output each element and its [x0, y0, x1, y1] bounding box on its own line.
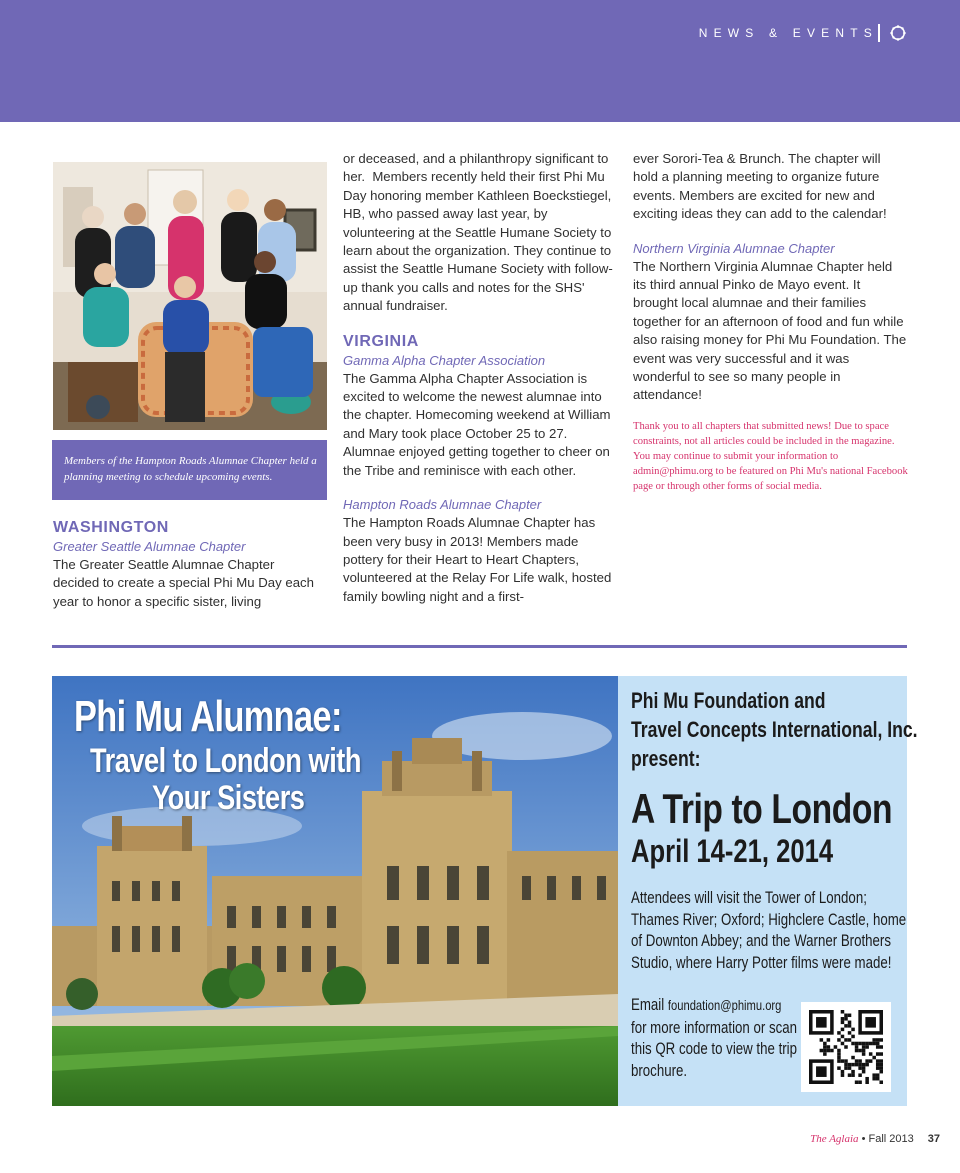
ad-presenter: [631, 686, 918, 773]
article-body-gamma-alpha: The Gamma Alpha Chapter Association is excited to welcome the newest alumnae into the chapter. Homecoming weekend at William and Mary took place October 25 to 27. Alumnae enjoyed getting together to cheer on the Tribe and reminisce with each other.: [343, 370, 611, 478]
issue-label: • Fall 2013: [858, 1133, 914, 1145]
ad-presenter-line3: present:: [631, 746, 701, 771]
submission-note: Thank you to all chapters that submitted news! Due to space constraints, not all articles could be included in the magazine. You may continue to submit your information to admin@phimu.org to be featured on Phi Mu's national Facebook page or through other forms of social media.: [633, 420, 908, 493]
photo-caption: Members of the Hampton Roads Alumnae Chapter held a planning meeting to schedule upcoming events.: [64, 455, 317, 483]
photo-caption-box: [52, 440, 327, 500]
contact-email-link[interactable]: foundation@phimu.org: [667, 997, 782, 1013]
column-washington: [53, 518, 323, 611]
section-label: NEWS & EVENTS: [698, 26, 878, 40]
ad-subheadline-line2: Your Sisters: [152, 779, 305, 817]
page-footer: [810, 1133, 940, 1145]
article-body-hampton-roads-part1: The Hampton Roads Alumnae Chapter has been very busy in 2013! Members made pottery for their Heart to Heart Chapters, volunteered at the Relay For Life walk, hosted family bowling night and a first-: [343, 515, 612, 604]
trip-dates: April 14-21, 2014: [631, 833, 834, 869]
email-label: Email: [631, 995, 665, 1014]
article-body-northern-virginia: The Northern Virginia Alumnae Chapter held its third annual Pinko de Mayo event. It brought local alumnae and their families together for an afternoon of food and fun while also raising money for Phi Mu Foundation. The event was very successful and it was wonderful to see so many people in attendance!: [633, 258, 907, 403]
trip-contact: [631, 994, 797, 1081]
group-photo: [53, 162, 327, 430]
section-divider: [52, 645, 907, 648]
ad-subheadline-line1: Travel to London with: [90, 742, 361, 780]
contact-line4: brochure.: [631, 1060, 688, 1080]
column-right: [633, 150, 908, 494]
chapter-heading-hampton-roads: Hampton Roads Alumnae Chapter: [343, 497, 542, 513]
itinerary-line3: of Downton Abbey; and the Warner Brothers: [631, 931, 891, 950]
contact-line3: this QR code to view the trip: [631, 1039, 798, 1058]
trip-itinerary: [631, 887, 906, 973]
contact-line2: for more information or scan: [631, 1017, 798, 1037]
chapter-heading-greater-seattle: Greater Seattle Alumnae Chapter: [53, 539, 246, 554]
itinerary-line1: Attendees will visit the Tower of London;: [631, 888, 867, 907]
qr-code-icon[interactable]: [801, 1002, 891, 1092]
header-band: [0, 0, 960, 122]
article-body-greater-seattle-part1: The Greater Seattle Alumnae Chapter decided to create a special Phi Mu Day each year to honor a specific sister, living: [53, 557, 314, 609]
magazine-name: The Aglaia: [810, 1133, 859, 1145]
article-body-greater-seattle-part2: or deceased, and a philanthropy significant to her. Members recently held their first Phi Mu Day honoring member Kathleen Boeckstiegel, HB, who passed away last year, by volunteering at the Seattle Humane Society to learn about the organization. They continue to assist the Seattle Humane Society with follow-up thank you calls and notes for the SHS' annual fundraiser.: [343, 151, 613, 314]
itinerary-line4: Studio, where Harry Potter films were made!: [631, 952, 892, 972]
state-heading-virginia: VIRGINIA: [343, 332, 419, 350]
article-body-hampton-roads-part2: ever Sorori-Tea & Brunch. The chapter will hold a planning meeting to organize future events. Members are excited for new and exciting ideas they can add to the calendar!: [633, 151, 887, 222]
ad-presenter-line2: Travel Concepts International, Inc.: [631, 717, 918, 742]
itinerary-line2: Thames River; Oxford; Highclere Castle, home: [631, 909, 907, 929]
flower-icon: [889, 24, 907, 42]
state-heading-washington: WASHINGTON: [53, 519, 169, 536]
trip-title: A Trip to London: [631, 785, 893, 832]
header-divider: [878, 24, 880, 42]
ad-headline: Phi Mu Alumnae:: [74, 692, 342, 741]
column-middle: [343, 150, 618, 606]
ad-presenter-line1: Phi Mu Foundation and: [631, 688, 826, 713]
chapter-heading-gamma-alpha: Gamma Alpha Chapter Association: [343, 352, 546, 368]
chapter-heading-northern-virginia: Northern Virginia Alumnae Chapter: [633, 240, 835, 256]
page-number: 37: [927, 1133, 940, 1145]
